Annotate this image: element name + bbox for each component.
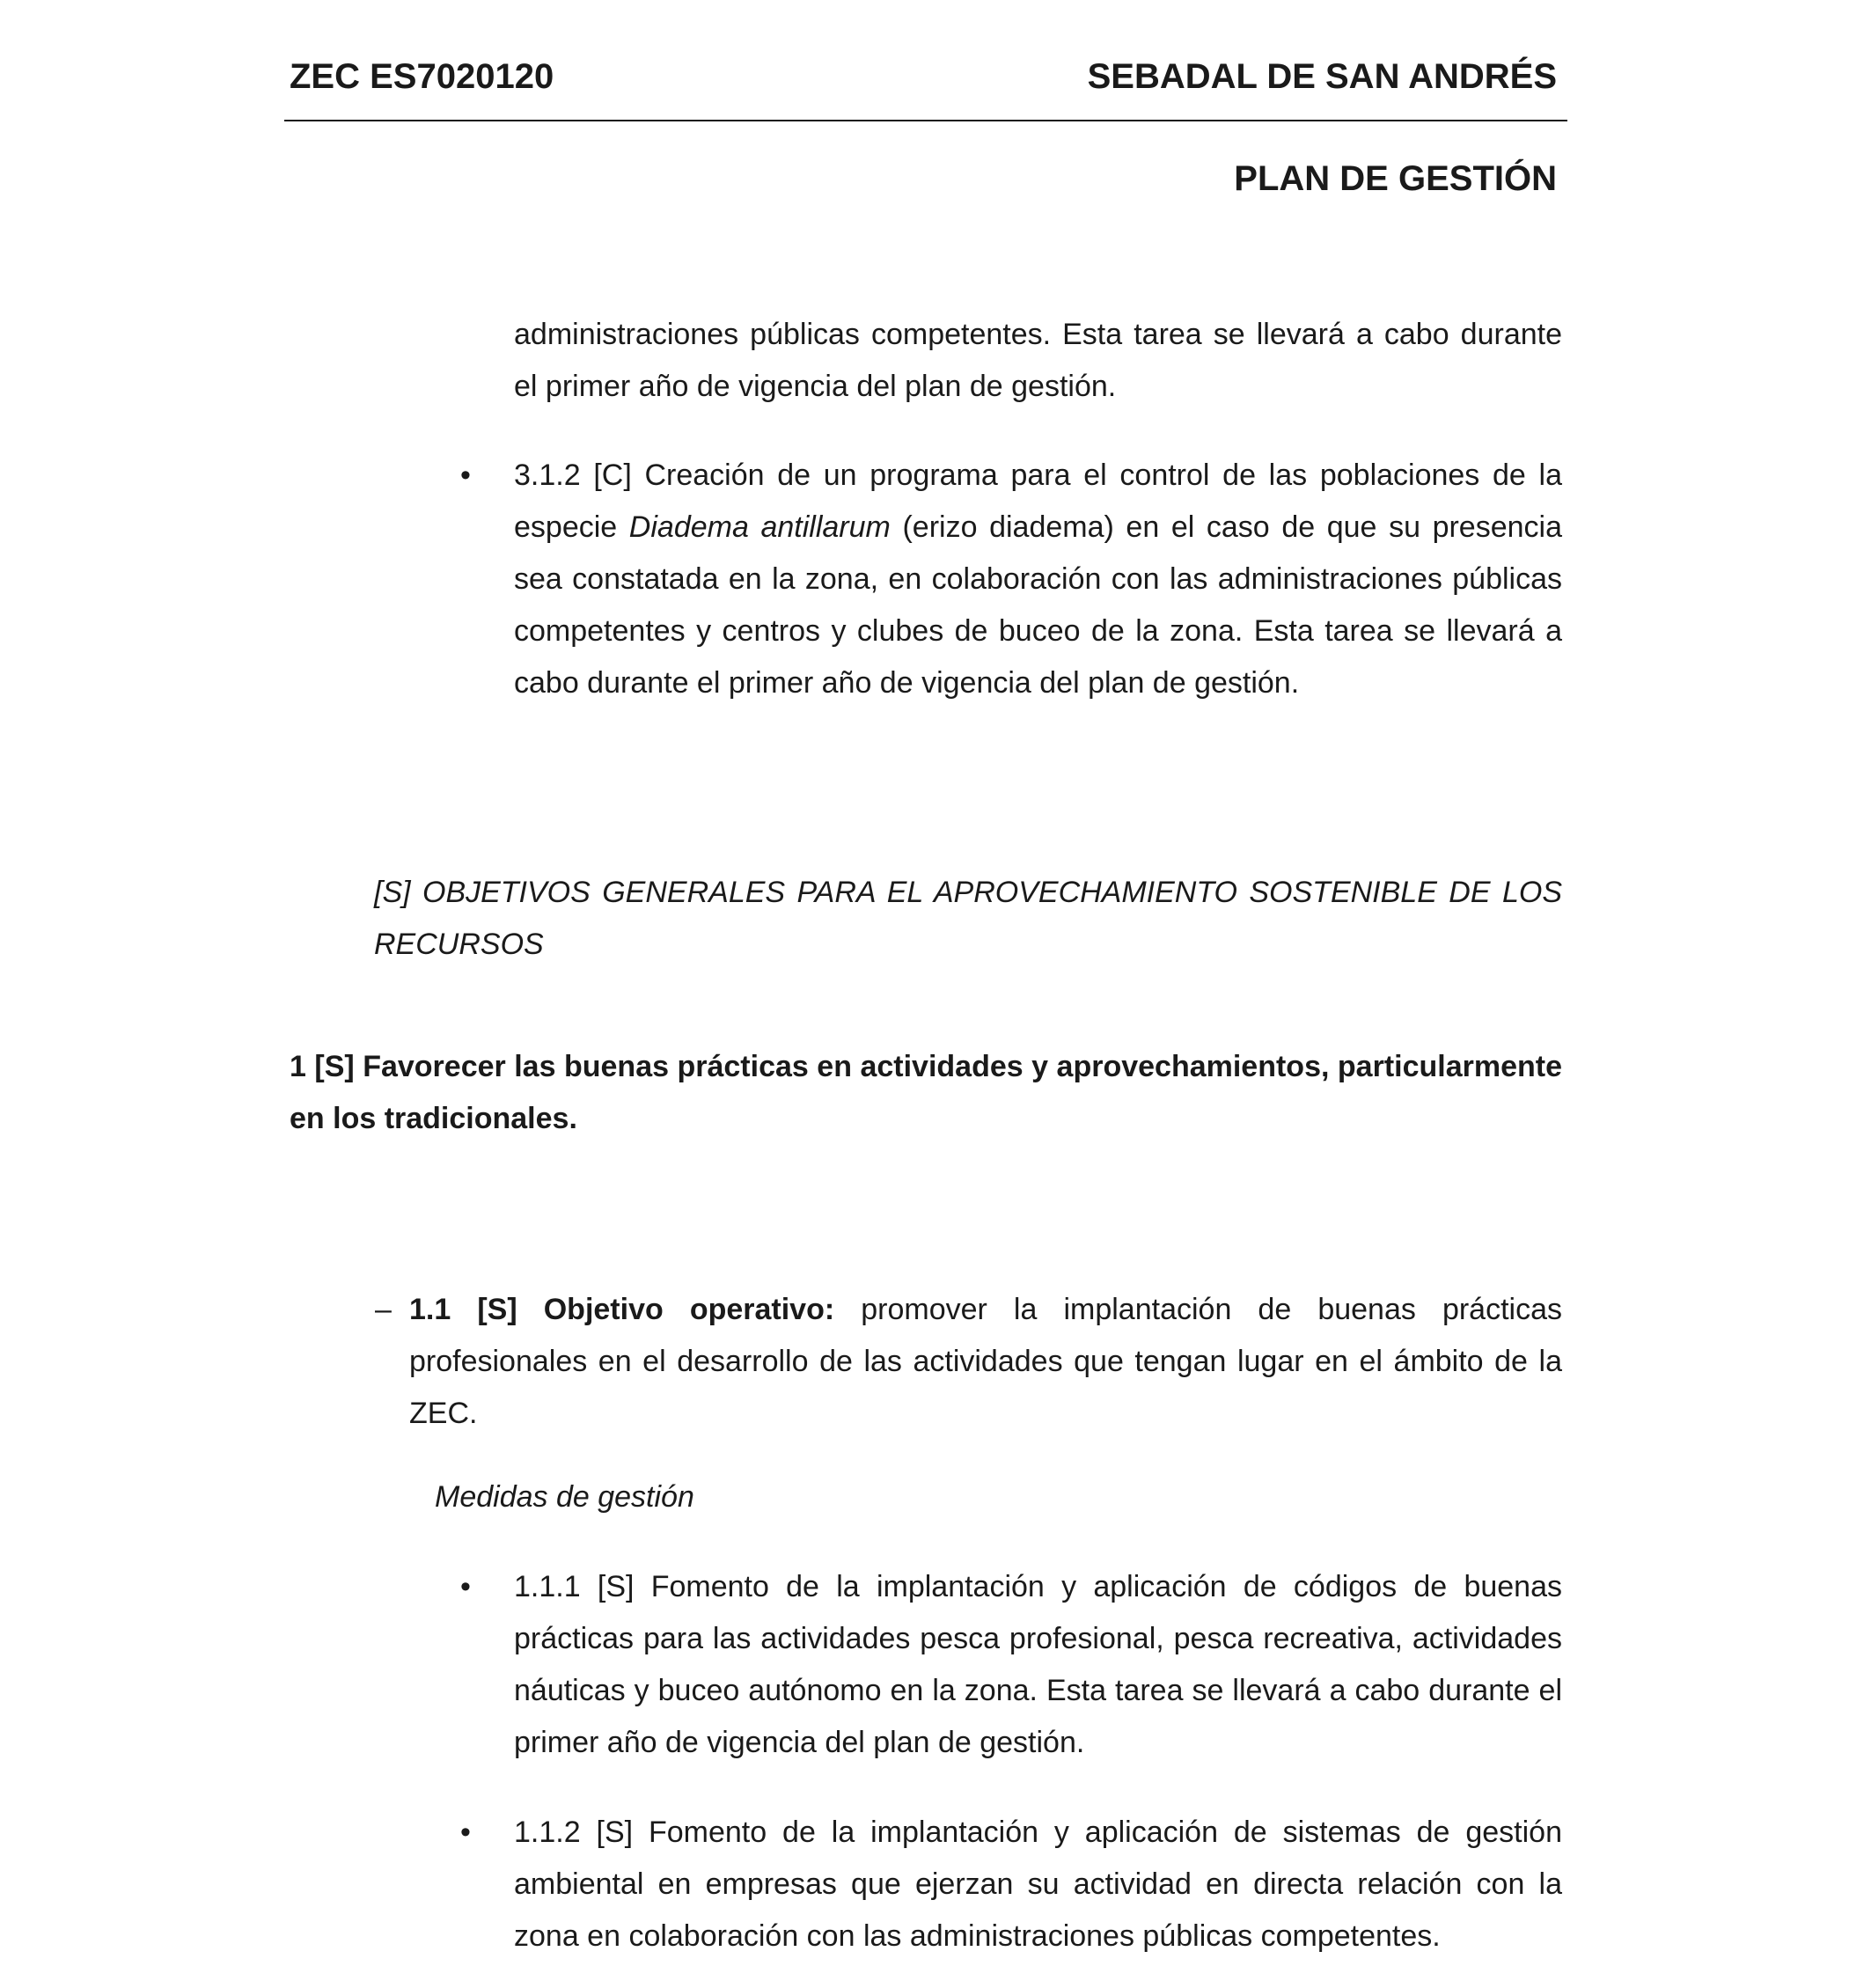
goal-line: 1 [S] Favorecer las buenas prácticas en actividades y aprovechamientos, particularmente: [290, 1050, 1562, 1083]
measure-1-1-2: [514, 1807, 1562, 1962]
section-heading: [374, 867, 1562, 971]
paragraph-line: 1.1.2 [S] Fomento de la implantación y aplicación de sistemas de gestión: [514, 1816, 1562, 1849]
paragraph-line: profesionales en el desarrollo de las actividades que tengan lugar en el ámbito de la: [409, 1345, 1562, 1378]
bullet-icon: •: [460, 458, 471, 492]
paragraph-line: ZEC.: [409, 1397, 478, 1430]
measure-1-1-1: [514, 1561, 1562, 1769]
paragraph-line: primer año de vigencia del plan de gestión.: [514, 1726, 1085, 1759]
text-run: especie: [514, 510, 629, 544]
measure-3-1-2: [514, 450, 1562, 709]
text-run: promover la implantación de buenas prácticas: [834, 1293, 1562, 1326]
text-run: (erizo diadema) en el caso de que su presencia: [890, 510, 1562, 544]
paragraph-line: ambiental en empresas que ejerzan su actividad en directa relación con la: [514, 1867, 1562, 1901]
goal-line: en los tradicionales.: [290, 1102, 577, 1135]
paragraph-line: [514, 502, 1562, 554]
paragraph-line: 3.1.2 [C] Creación de un programa para el control de las poblaciones de la: [514, 458, 1562, 492]
paragraph-line: zona en colaboración con las administraciones públicas competentes.: [514, 1919, 1441, 1953]
paragraph-line: administraciones públicas competentes. Esta tarea se llevará a cabo durante: [514, 318, 1562, 351]
continuation-paragraph: [514, 309, 1562, 413]
general-goal-1: [290, 1041, 1562, 1145]
paragraph-line: náuticas y buceo autónomo en la zona. Esta tarea se llevará a cabo durante el: [514, 1674, 1562, 1707]
measures-label: Medidas de gestión: [435, 1480, 694, 1514]
heading-line: RECURSOS: [374, 928, 544, 961]
species-name: Diadema antillarum: [628, 510, 891, 544]
paragraph-line: [409, 1284, 1562, 1336]
header-divider: [284, 120, 1567, 121]
header-section-title: PLAN DE GESTIÓN: [1234, 159, 1557, 198]
bullet-icon: •: [460, 1570, 471, 1603]
paragraph-line: competentes y centros y clubes de buceo de la zona. Esta tarea se llevará a: [514, 614, 1562, 648]
objective-label: 1.1 [S] Objetivo operativo:: [409, 1293, 835, 1326]
paragraph-line: sea constatada en la zona, en colaboración con las administraciones públicas: [514, 562, 1562, 596]
paragraph-line: prácticas para las actividades pesca profesional, pesca recreativa, actividades: [514, 1622, 1562, 1655]
bullet-icon: •: [460, 1816, 471, 1849]
dash-icon: –: [375, 1293, 392, 1326]
paragraph-line: 1.1.1 [S] Fomento de la implantación y aplicación de códigos de buenas: [514, 1570, 1562, 1603]
header-site-code: ZEC ES7020120: [290, 57, 554, 96]
paragraph-line: el primer año de vigencia del plan de gestión.: [514, 370, 1117, 403]
header-site-name: SEBADAL DE SAN ANDRÉS: [1087, 57, 1557, 96]
operational-objective-1-1: [409, 1284, 1562, 1440]
heading-line: [S] OBJETIVOS GENERALES PARA EL APROVECHAMIENTO SOSTENIBLE DE LOS: [374, 876, 1562, 909]
paragraph-line: cabo durante el primer año de vigencia del plan de gestión.: [514, 666, 1300, 700]
